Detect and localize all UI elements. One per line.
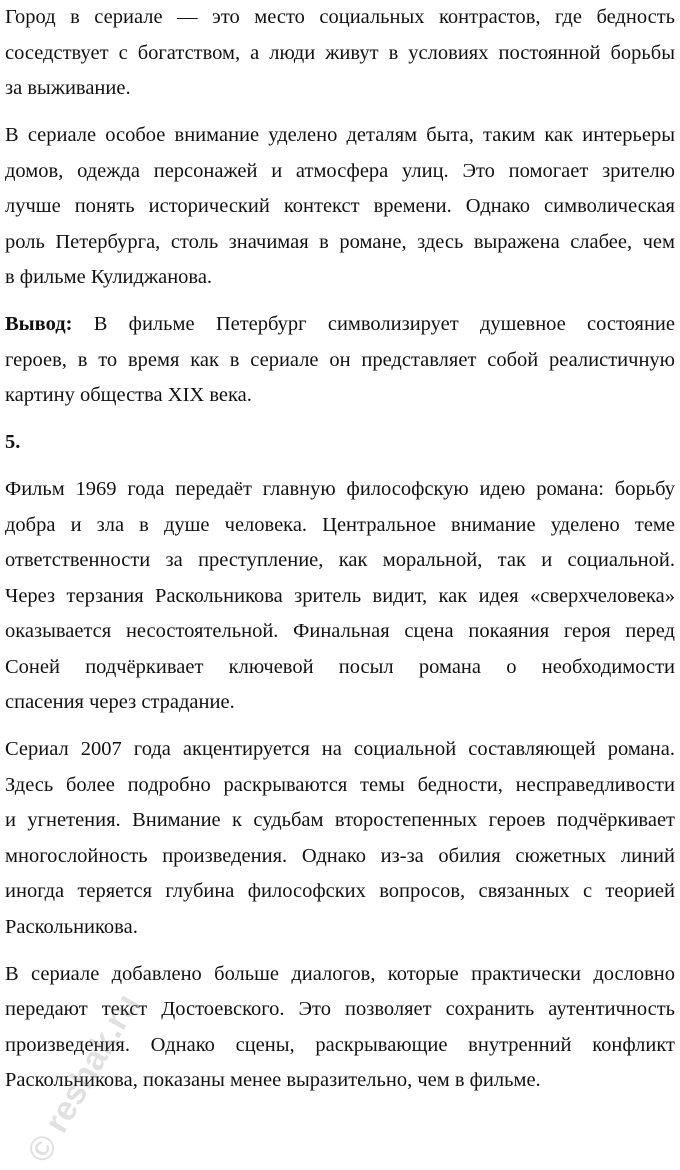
text-line: оказывается несостоятельной. Финальная сцена покаяния героя перед <box>5 620 675 642</box>
watermark: © reshak.ru <box>20 987 147 1169</box>
text-line: картину общества XIX века. <box>5 384 252 406</box>
text-line: Сериал 2007 года акцентируется на социальной составляющей романа. <box>5 738 675 760</box>
text-line: В сериале добавлено больше диалогов, которые практически дословно <box>5 962 675 985</box>
paragraph <box>5 472 675 721</box>
text-line: многослойность произведения. Однако из-за обилия сюжетных линий <box>5 844 675 867</box>
text-line: В сериале особое внимание уделено деталям быта, таким как интерьеры <box>5 124 675 146</box>
text-line: и угнетения. Внимание к судьбам второстепенных героев подчёркивает <box>5 809 675 831</box>
text-line: добра и зла в душе человека. Центральное внимание уделено теме <box>5 513 675 536</box>
text-line: Фильм 1969 года передаёт главную философскую идею романа: борьбу <box>5 478 675 500</box>
text-line: спасения через страдание. <box>5 691 235 713</box>
text-line: Соней подчёркивает ключевой посыл романа о необходимости <box>5 655 675 678</box>
text-line: произведения. Однако сцены, раскрывающие внутренний конфликт <box>5 1033 675 1056</box>
paragraph <box>5 732 675 945</box>
text-line: домов, одежда персонажей и атмосфера улиц. Это помогает зрителю <box>5 159 675 182</box>
section-heading <box>5 425 675 461</box>
text-line: передают текст Достоевского. Это позволяет сохранить аутентичность <box>5 998 675 1020</box>
text-line: Здесь более подробно раскрываются темы бедности, несправедливости <box>5 773 675 796</box>
bold-label: Вывод: <box>5 313 73 335</box>
text-line: в фильме Кулиджанова. <box>5 266 213 288</box>
paragraph <box>5 307 675 414</box>
text-line: Раскольникова, показаны менее выразительно, чем в фильме. <box>5 1069 541 1091</box>
text-line: соседствует с богатством, а люди живут в условиях постоянной борьбы <box>5 41 675 64</box>
text-line: роль Петербурга, столь значимая в романе, здесь выражена слабее, чем <box>5 230 675 253</box>
heading-text: 5. <box>5 431 21 453</box>
document-body <box>5 0 675 1110</box>
text-line: иногда теряется глубина философских вопросов, связанных с теорией <box>5 880 675 902</box>
text-line: Город в сериале — это место социальных контрастов, где бедность <box>5 6 675 28</box>
text-span: В фильме Петербург символизирует душевное состояние <box>72 313 675 335</box>
text-line: Раскольникова. <box>5 915 138 938</box>
text-line: Через терзания Раскольникова зритель видит, как идея «сверхчеловека» <box>5 584 675 607</box>
paragraph <box>5 118 675 296</box>
text-line: ответственности за преступление, как моральной, так и социальной. <box>5 549 675 571</box>
text-line <box>5 307 675 343</box>
text-line: за выживание. <box>5 77 131 99</box>
text-line: лучше понять исторический контекст времени. Однако символическая <box>5 195 675 217</box>
text-line: героев, в то время как в сериале он представляет собой реалистичную <box>5 348 675 371</box>
paragraph <box>5 0 675 107</box>
